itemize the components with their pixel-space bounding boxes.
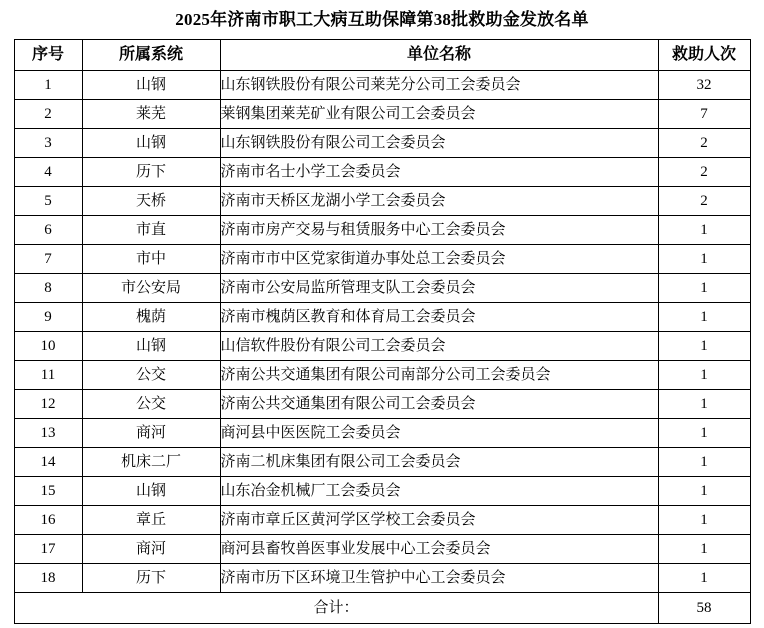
table-row <box>14 564 750 593</box>
cell-seq: 6 <box>14 216 82 245</box>
cell-system: 商河 <box>82 419 220 448</box>
table-row <box>14 216 750 245</box>
cell-seq: 16 <box>14 506 82 535</box>
cell-system: 历下 <box>82 158 220 187</box>
cell-unit: 商河县畜牧兽医事业发展中心工会委员会 <box>220 535 658 564</box>
cell-unit: 山信软件股份有限公司工会委员会 <box>220 332 658 361</box>
column-header-unit: 单位名称 <box>220 40 658 71</box>
table-total-row <box>14 593 750 624</box>
cell-count: 1 <box>658 477 750 506</box>
column-header-count: 救助人次 <box>658 40 750 71</box>
cell-seq: 17 <box>14 535 82 564</box>
table-row <box>14 390 750 419</box>
cell-unit: 济南市天桥区龙湖小学工会委员会 <box>220 187 658 216</box>
cell-system: 机床二厂 <box>82 448 220 477</box>
table-row <box>14 187 750 216</box>
cell-count: 1 <box>658 419 750 448</box>
cell-seq: 13 <box>14 419 82 448</box>
table-row <box>14 274 750 303</box>
cell-system: 市中 <box>82 245 220 274</box>
cell-seq: 14 <box>14 448 82 477</box>
total-value: 58 <box>658 593 750 624</box>
cell-unit: 济南公共交通集团有限公司工会委员会 <box>220 390 658 419</box>
table-row <box>14 129 750 158</box>
table-row <box>14 506 750 535</box>
cell-count: 32 <box>658 71 750 100</box>
column-header-system: 所属系统 <box>82 40 220 71</box>
cell-seq: 11 <box>14 361 82 390</box>
cell-count: 7 <box>658 100 750 129</box>
cell-unit: 济南市名士小学工会委员会 <box>220 158 658 187</box>
cell-system: 山钢 <box>82 477 220 506</box>
cell-system: 槐荫 <box>82 303 220 332</box>
cell-unit: 山东钢铁股份有限公司工会委员会 <box>220 129 658 158</box>
cell-seq: 8 <box>14 274 82 303</box>
cell-count: 1 <box>658 274 750 303</box>
cell-count: 1 <box>658 390 750 419</box>
cell-count: 1 <box>658 216 750 245</box>
column-header-seq: 序号 <box>14 40 82 71</box>
cell-system: 天桥 <box>82 187 220 216</box>
cell-seq: 10 <box>14 332 82 361</box>
cell-system: 公交 <box>82 361 220 390</box>
table-row <box>14 361 750 390</box>
cell-count: 2 <box>658 187 750 216</box>
cell-count: 1 <box>658 332 750 361</box>
cell-unit: 济南市房产交易与租赁服务中心工会委员会 <box>220 216 658 245</box>
cell-system: 莱芜 <box>82 100 220 129</box>
table-row <box>14 303 750 332</box>
cell-unit: 济南市公安局监所管理支队工会委员会 <box>220 274 658 303</box>
cell-seq: 3 <box>14 129 82 158</box>
cell-count: 1 <box>658 535 750 564</box>
cell-system: 章丘 <box>82 506 220 535</box>
cell-count: 1 <box>658 448 750 477</box>
page-title: 2025年济南市职工大病互助保障第38批救助金发放名单 <box>175 10 589 29</box>
cell-count: 1 <box>658 303 750 332</box>
cell-seq: 7 <box>14 245 82 274</box>
table-row <box>14 332 750 361</box>
cell-seq: 2 <box>14 100 82 129</box>
table-row <box>14 71 750 100</box>
cell-unit: 商河县中医医院工会委员会 <box>220 419 658 448</box>
table-row <box>14 535 750 564</box>
cell-unit: 济南公共交通集团有限公司南部分公司工会委员会 <box>220 361 658 390</box>
cell-seq: 12 <box>14 390 82 419</box>
cell-count: 1 <box>658 564 750 593</box>
total-label: 合计： <box>14 593 658 624</box>
table-row <box>14 419 750 448</box>
table-header-row <box>14 40 750 71</box>
cell-unit: 济南市市中区党家街道办事处总工会委员会 <box>220 245 658 274</box>
cell-unit: 济南市槐荫区教育和体育局工会委员会 <box>220 303 658 332</box>
cell-seq: 4 <box>14 158 82 187</box>
cell-unit: 济南市历下区环境卫生管护中心工会委员会 <box>220 564 658 593</box>
table-row <box>14 100 750 129</box>
cell-system: 公交 <box>82 390 220 419</box>
table-row <box>14 448 750 477</box>
cell-system: 市公安局 <box>82 274 220 303</box>
cell-seq: 15 <box>14 477 82 506</box>
cell-system: 商河 <box>82 535 220 564</box>
cell-unit: 山东钢铁股份有限公司莱芜分公司工会委员会 <box>220 71 658 100</box>
cell-count: 1 <box>658 361 750 390</box>
cell-system: 市直 <box>82 216 220 245</box>
cell-system: 历下 <box>82 564 220 593</box>
cell-system: 山钢 <box>82 71 220 100</box>
cell-unit: 济南二机床集团有限公司工会委员会 <box>220 448 658 477</box>
table-row <box>14 158 750 187</box>
cell-unit: 莱钢集团莱芜矿业有限公司工会委员会 <box>220 100 658 129</box>
cell-count: 2 <box>658 158 750 187</box>
cell-system: 山钢 <box>82 129 220 158</box>
cell-unit: 山东冶金机械厂工会委员会 <box>220 477 658 506</box>
grant-list-table <box>14 39 751 624</box>
table-row <box>14 477 750 506</box>
cell-seq: 1 <box>14 71 82 100</box>
cell-unit: 济南市章丘区黄河学区学校工会委员会 <box>220 506 658 535</box>
table-row <box>14 245 750 274</box>
cell-count: 1 <box>658 245 750 274</box>
cell-seq: 5 <box>14 187 82 216</box>
cell-seq: 9 <box>14 303 82 332</box>
cell-count: 1 <box>658 506 750 535</box>
cell-seq: 18 <box>14 564 82 593</box>
cell-system: 山钢 <box>82 332 220 361</box>
cell-count: 2 <box>658 129 750 158</box>
